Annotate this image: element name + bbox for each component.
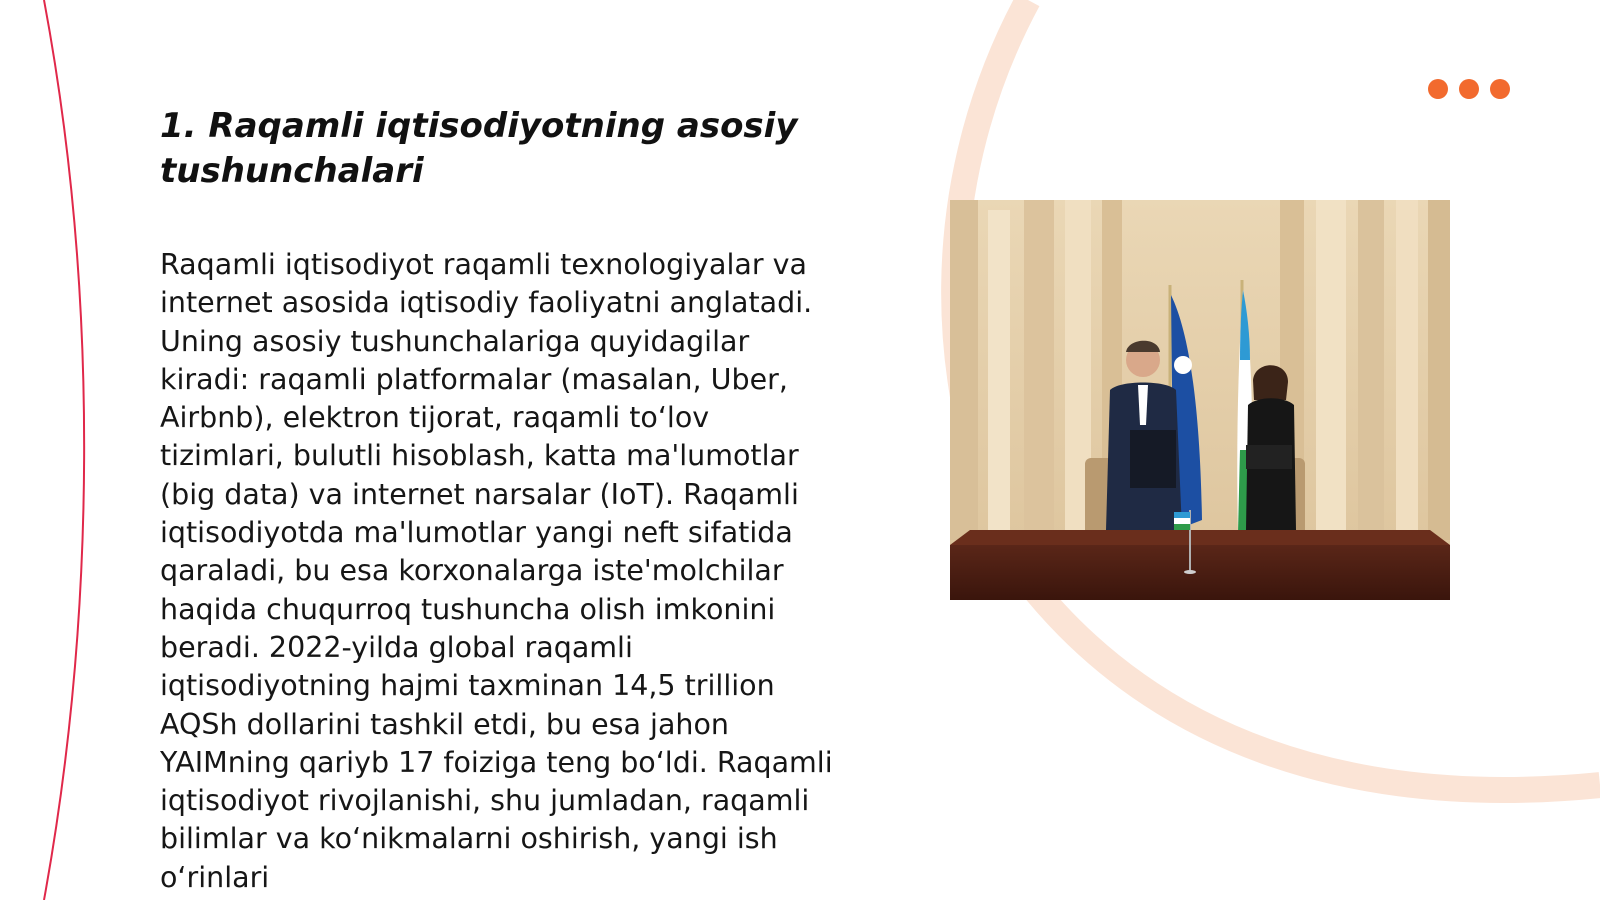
dot <box>1428 79 1448 99</box>
dot <box>1459 79 1479 99</box>
slide-body-text: Raqamli iqtisodiyot raqamli texnologiyalar va internet asosida iqtisodiy faoliyatni anglatadi. Uning asosiy tushunchalariga quyidagilar kiradi: raqamli platformalar (masalan, Uber, Airbnb), elektron tijorat, raqamli to‘lov tizimlari, bulutli hisoblash, katta ma'lumotlar (big data) va internet narsalar (IoT). Raqamli iqtisodiyotda ma'lumotlar yangi neft sifatida qaraladi, bu esa korxonalarga iste'molchilar haqida chuqurroq tushuncha olish imkonini beradi. 2022-yilda global raqamli iqtisodiyotning hajmi taxminan 14,5 trillion AQSh dollarini tashkil etdi, bu esa jahon YAIMning qariyb 17 foiziga teng bo‘ldi. Raqamli iqtisodiyot rivojlanishi, shu jumladan, raqamli bilimlar va ko‘nikmalarni oshirish, yangi ish o‘rinlari <box>160 248 833 894</box>
signing-photo <box>950 200 1450 600</box>
decorative-line <box>44 0 84 900</box>
dot <box>1490 79 1510 99</box>
menu-dots-icon <box>1428 79 1510 99</box>
slide-title: 1. Raqamli iqtisodiyotning asosiy tushunchalari <box>160 106 798 191</box>
